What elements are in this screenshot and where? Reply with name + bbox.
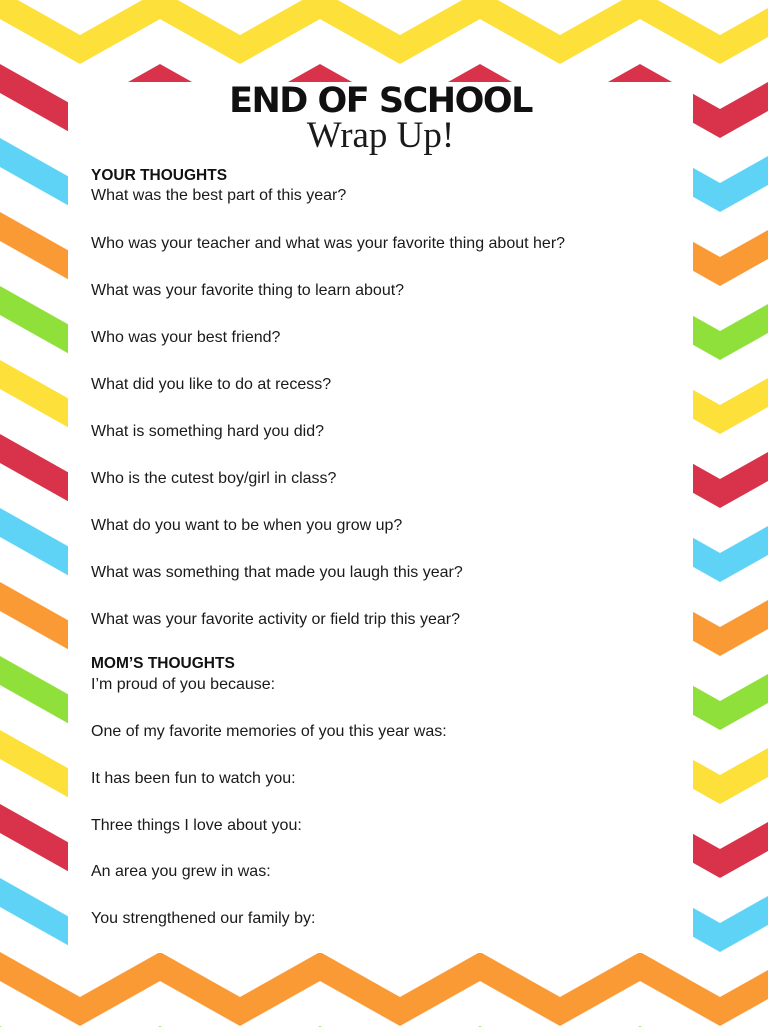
question-item: It has been fun to watch you: — [91, 770, 296, 787]
worksheet-paper — [68, 82, 693, 953]
section-heading-moms-thoughts: MOM’S THOUGHTS — [91, 655, 235, 672]
question-item: You strengthened our family by: — [91, 910, 316, 927]
question-item: What was your favorite thing to learn about? — [91, 282, 405, 299]
worksheet-subtitle: Wrap Up! — [306, 115, 455, 156]
chevron-stripe — [0, 952, 768, 1026]
section-heading-your-thoughts: YOUR THOUGHTS — [91, 167, 228, 184]
question-item: Who was your teacher and what was your favorite thing about her? — [91, 235, 566, 252]
question-item: What did you like to do at recess? — [91, 376, 332, 393]
question-item: One of my favorite memories of you this year was: — [91, 723, 447, 740]
question-item: What was the best part of this year? — [91, 187, 347, 204]
worksheet-title: END OF SCHOOL — [229, 81, 532, 121]
question-item: Three things I love about you: — [91, 817, 302, 834]
question-item: An area you grew in was: — [91, 863, 271, 880]
question-item: I’m proud of you because: — [91, 676, 276, 693]
question-item: What was your favorite activity or field trip this year? — [91, 611, 461, 628]
question-item: What is something hard you did? — [91, 423, 325, 440]
question-item: What was something that made you laugh this year? — [91, 564, 463, 581]
question-item: What do you want to be when you grow up? — [91, 517, 403, 534]
question-item: Who is the cutest boy/girl in class? — [91, 470, 337, 487]
chevron-stripe — [0, 0, 768, 64]
question-item: Who was your best friend? — [91, 329, 281, 346]
